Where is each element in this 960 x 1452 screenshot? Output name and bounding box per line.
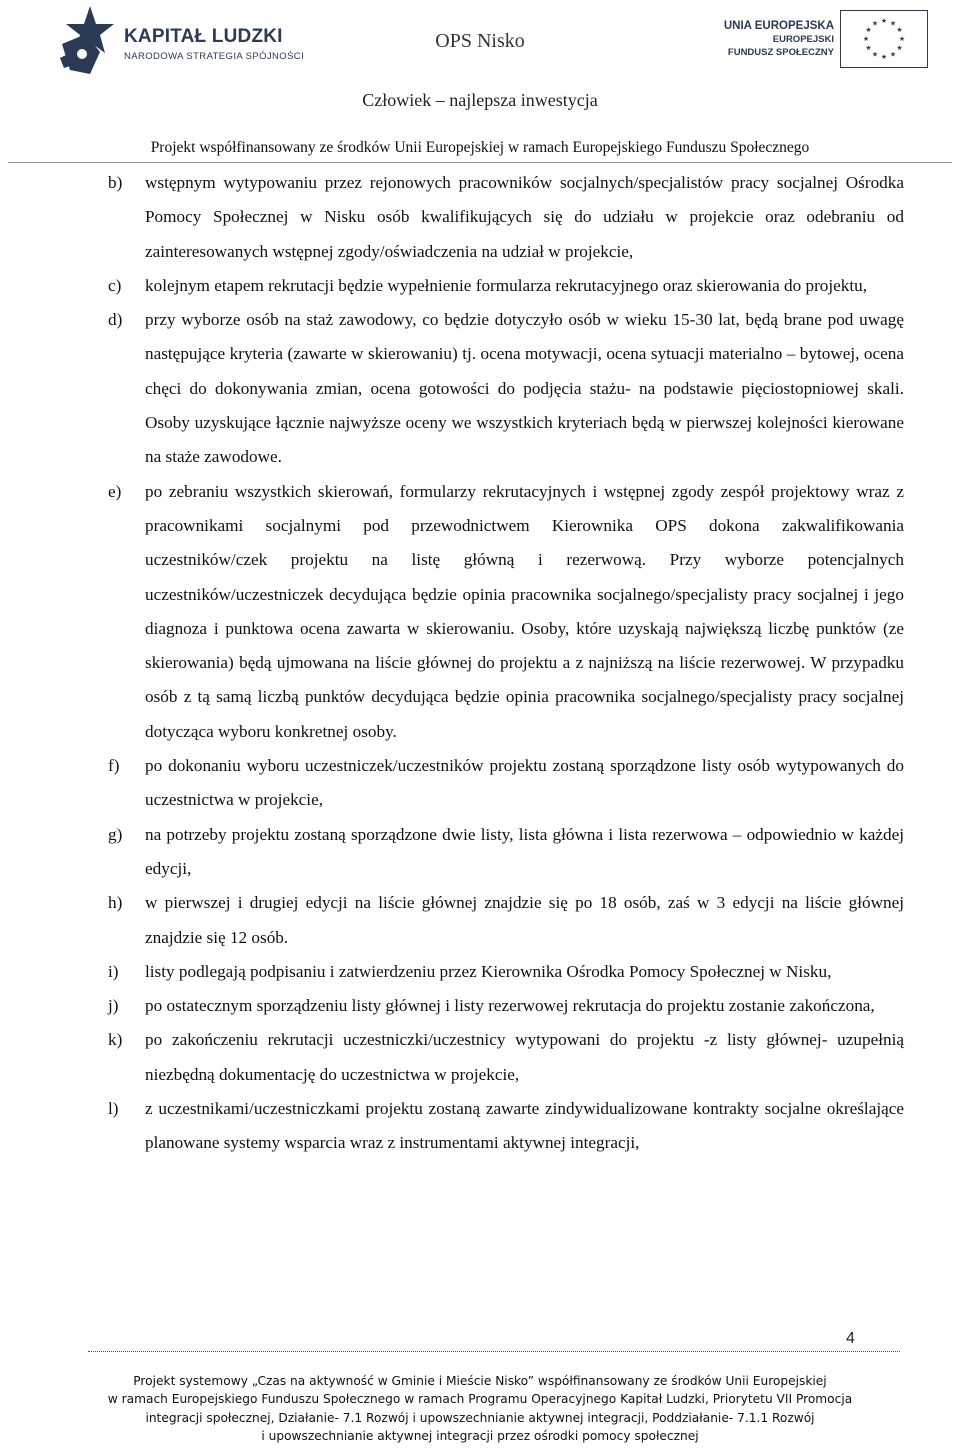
svg-text:★: ★ bbox=[880, 17, 888, 25]
list-marker: j) bbox=[108, 996, 119, 1016]
svg-text:★: ★ bbox=[896, 44, 903, 52]
footer-line: w ramach Europejskiego Funduszu Społecznego w ramach Programu Operacyjnego Kapitał Ludzki, Priorytetu VII Promocja bbox=[107, 1392, 853, 1407]
list-item bbox=[108, 1023, 904, 1092]
svg-text:★: ★ bbox=[889, 19, 897, 28]
eu-logo-line1: UNIA EUROPEJSKA bbox=[723, 20, 834, 32]
footer-line: i upowszechnianie aktywnej integracji przez ośrodki pomocy społecznej bbox=[261, 1428, 699, 1443]
list-marker: l) bbox=[108, 1099, 119, 1119]
list-marker: g) bbox=[108, 824, 123, 844]
eu-logo bbox=[723, 10, 928, 70]
list-item bbox=[108, 886, 904, 955]
eu-flag-icon bbox=[840, 10, 928, 68]
list-marker: i) bbox=[108, 961, 119, 981]
list-item-text: na potrzeby projektu zostaną sporządzone dwie listy, lista główna i lista rezerwowa – odpowiednio w każdej edycji, bbox=[145, 824, 904, 878]
header-divider bbox=[8, 162, 952, 163]
list-item bbox=[108, 749, 904, 818]
list-marker: h) bbox=[108, 893, 123, 913]
list-marker: c) bbox=[108, 275, 122, 295]
list-marker: f) bbox=[108, 756, 120, 776]
page-number: 4 bbox=[846, 1330, 855, 1347]
ops-nisko-title: OPS Nisko bbox=[435, 30, 525, 52]
list-item-text: po dokonaniu wyboru uczestniczek/uczestników projektu zostaną sporządzone listy osób wytypowanych do uczestnictwa w projekcie, bbox=[145, 756, 904, 810]
list-item-text: z uczestnikami/uczestniczkami projektu zostaną zawarte zindywidualizowane kontrakty socjalne określające planowane systemy wsparcia wraz z instrumentami aktywnej integracji, bbox=[145, 1099, 904, 1153]
svg-text:★: ★ bbox=[880, 53, 888, 61]
cofinancing-line: Projekt współfinansowany ze środków Unii Europejskiej w ramach Europejskiego Funduszu Społecznego bbox=[150, 139, 810, 156]
kapital-ludzki-title: KAPITAŁ LUDZKI bbox=[124, 26, 283, 47]
eu-logo-line3: FUNDUSZ SPOŁECZNY bbox=[727, 47, 834, 58]
kapital-ludzki-subtitle: NARODOWA STRATEGIA SPÓJNOŚCI bbox=[124, 51, 305, 62]
list-marker: e) bbox=[108, 481, 122, 501]
list-marker: b) bbox=[108, 173, 123, 192]
svg-text:★: ★ bbox=[871, 50, 879, 59]
list-item bbox=[108, 303, 904, 474]
list-item-text: w pierwszej i drugiej edycji na liście głównej znajdzie się po 18 osób, zaś w 3 edycji na liście głównej znajdzie się 12 osób. bbox=[145, 893, 904, 947]
eu-logo-text bbox=[724, 20, 834, 59]
list-item bbox=[108, 955, 904, 989]
svg-text:★: ★ bbox=[865, 26, 872, 34]
svg-text:★: ★ bbox=[898, 35, 906, 43]
header-motto: Człowiek – najlepsza inwestycja bbox=[362, 90, 598, 110]
svg-text:★: ★ bbox=[889, 50, 897, 59]
list-item-text: listy podlegają podpisaniu i zatwierdzeniu przez Kierownika Ośrodka Pomocy Społecznej w Nisku, bbox=[145, 961, 832, 981]
footer-line: integracji społecznej, Działanie- 7.1 Rozwój i upowszechnianie aktywnej integracji, Poddziałanie- 7.1.1 Rozwój bbox=[145, 1410, 815, 1425]
list-item-text: po ostatecznym sporządzeniu listy głównej i listy rezerwowej rekrutacja do projektu zostanie zakończona, bbox=[145, 996, 875, 1016]
list-item-text: kolejnym etapem rekrutacji będzie wypełnienie formularza rekrutacyjnego oraz skierowania do projektu, bbox=[145, 275, 868, 295]
list-item-text: przy wyborze osób na staż zawodowy, co będzie dotyczyło osób w wieku 15-30 lat, będą brane pod uwagę następujące kryteria (zawarte w skierowaniu) tj. ocena motywacji, ocena sytuacji materialno – bytowej, ocena chęci do dokonywania zmian, ocena gotowości do podjęcia stażu- na podstawie pięciostopniowej skali. Osoby uzyskujące łącznie najwyższe oceny we wszystkich kryteriach będą w pierwszej kolejności kierowane na staże zawodowe. bbox=[145, 310, 904, 467]
svg-text:★: ★ bbox=[896, 26, 903, 34]
footer-line: Projekt systemowy „Czas na aktywność w Gminie i Mieście Nisko” współfinansowany ze środków Unii Europejskiej bbox=[133, 1374, 827, 1388]
list-marker: d) bbox=[108, 310, 123, 330]
eu-logo-line2: EUROPEJSKI bbox=[772, 34, 834, 45]
list-item-text: po zebraniu wszystkich skierowań, formularzy rekrutacyjnych i wstępnej zgody zespół projektowy wraz z pracownikami socjalnymi pod przewodnictwem Kierownika OPS dokona zakwalifikowania uczestników/czek projektu na listę główną i rezerwową. Przy wyborze potencjalnych uczestników/uczestniczek decydująca będzie opinia pracownika socjalnego/specjalisty pracy socjalnej i jego diagnoza i punktowa ocena zawarta w skierowaniu. Osoby, które uzyskają największą liczbę punktów (ze skierowania) będą ujmowana na liście głównej do projektu a z najniższą na liście rezerwowej. W przypadku osób z tą samą liczbą punktów decydująca będzie opinia pracownika socjalnego/specjalisty pracy socjalnej dotycząca wyboru konkretnej osoby. bbox=[145, 481, 904, 741]
page-footer bbox=[0, 1372, 960, 1445]
document-body bbox=[108, 166, 904, 1161]
list-marker: k) bbox=[108, 1030, 123, 1050]
list-item bbox=[108, 818, 904, 887]
svg-text:★: ★ bbox=[862, 35, 870, 43]
list-item bbox=[108, 166, 904, 269]
list-item bbox=[108, 1092, 904, 1161]
list-item bbox=[108, 269, 904, 303]
list-item-text: wstępnym wytypowaniu przez rejonowych pracowników socjalnych/specjalistów pracy socjalnej Ośrodka Pomocy Społecznej w Nisku osób kwalifikujących się do udziału w projekcie oraz odebraniu od zainteresowanych wstępnej zgody/oświadczenia na udział w projekcie, bbox=[145, 173, 904, 261]
list-item bbox=[108, 989, 904, 1023]
svg-text:★: ★ bbox=[871, 19, 879, 28]
list-item bbox=[108, 475, 904, 749]
svg-text:★: ★ bbox=[865, 44, 872, 52]
page-header bbox=[0, 0, 960, 170]
list-item-text: po zakończeniu rekrutacji uczestniczki/uczestnicy wytypowani do projektu -z listy głównej- uzupełnią niezbędną dokumentację do uczestnictwa w projekcie, bbox=[145, 1030, 904, 1084]
footer-divider bbox=[88, 1351, 900, 1352]
